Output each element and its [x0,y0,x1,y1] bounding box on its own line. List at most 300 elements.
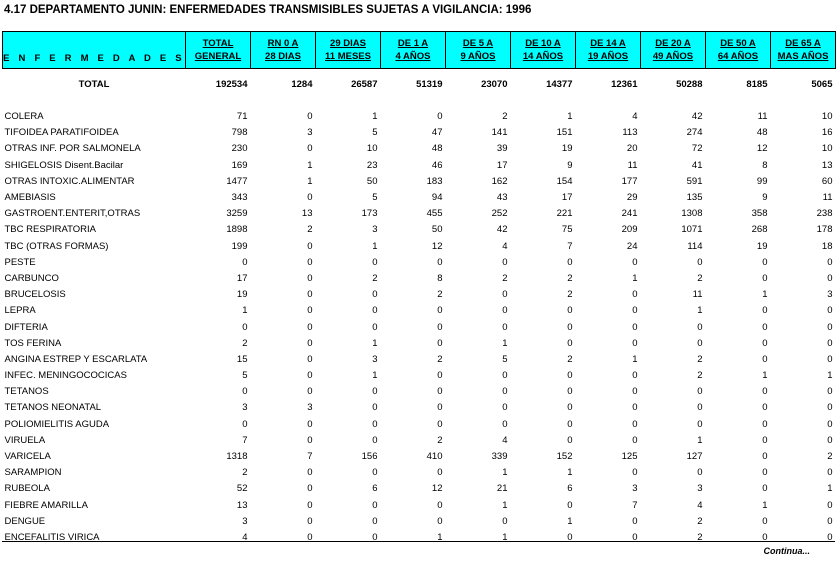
table-cell: 152 [556,451,573,463]
table-cell: 0 [372,434,378,446]
table-cell: 0 [372,418,378,430]
table-cell: 48 [431,143,443,155]
table-cell: 1 [567,111,573,123]
table-cell: 0 [567,402,573,414]
table-cell: 19 [561,143,573,155]
table-row [3,255,836,271]
header-line: DE 1 A [397,38,429,49]
table-cell: 1 [762,370,768,382]
table-cell: 0 [632,305,638,317]
table-cell: 151 [556,127,573,139]
disease-name: DENGUE [4,515,46,527]
table-cell: 0 [697,418,703,430]
table-cell: 0 [632,402,638,414]
disease-name: TOS FERINA [4,337,62,349]
table-cell: 3 [242,402,248,414]
table-cell: 0 [242,321,248,333]
table-cell: 1898 [226,224,248,236]
table-cell: 0 [372,499,378,511]
total-cell: 8185 [746,79,768,90]
table-cell: 0 [632,289,638,301]
table-cell: 0 [827,256,833,268]
table-cell: 1308 [681,208,703,220]
table-cell: 798 [231,127,248,139]
table-cell: 591 [686,175,703,187]
table-cell: 0 [827,353,833,365]
table-row [3,125,836,141]
header-line: 9 AÑOS [460,51,496,62]
table-cell: 3 [307,127,313,139]
table-cell: 0 [827,434,833,446]
table-cell: 0 [307,256,313,268]
table-cell: 274 [686,127,703,139]
table-cell: 0 [437,305,443,317]
table-cell: 0 [307,499,313,511]
table-cell: 5 [502,353,508,365]
table-cell: 1 [632,353,638,365]
table-cell: 13 [301,208,313,220]
header-20-49 [641,32,706,69]
table-cell: 135 [686,192,703,204]
table-cell: 0 [372,467,378,479]
table-cell: 0 [567,434,573,446]
table-cell: 0 [632,418,638,430]
table-cell: 99 [756,175,768,187]
table-cell: 11 [692,289,703,301]
table-cell: 3 [242,515,248,527]
table-row [3,514,836,530]
table-cell: 15 [236,353,248,365]
table-cell: 42 [496,224,508,236]
table-cell: 0 [307,321,313,333]
table-cell: 156 [361,451,378,463]
table-row [3,352,836,368]
header-line: 4 AÑOS [395,51,431,62]
table-cell: 1 [242,305,248,317]
table-cell: 17 [236,272,248,284]
header-line: 29 DIAS [330,38,366,49]
disease-name: OTRAS INTOXIC.ALIMENTAR [4,175,135,187]
header-line: TOTAL [202,38,234,49]
disease-name: COLERA [4,111,44,123]
table-cell: 2 [307,224,313,236]
table-row [3,449,836,465]
table-cell: 12 [431,240,443,252]
table-cell: 2 [242,337,248,349]
table-cell: 4 [242,531,248,543]
header-line: DE 50 A [720,38,756,49]
table-cell: 0 [827,467,833,479]
header-total-general [186,32,251,69]
table-cell: 209 [621,224,638,236]
table-cell: 0 [827,531,833,543]
table-row [3,222,836,238]
continua-note: Continua... [763,546,810,556]
table-cell: 0 [762,434,768,446]
header-line: GENERAL [194,51,242,62]
disease-table [2,31,836,546]
table-cell: 0 [632,386,638,398]
table-cell: 268 [751,224,768,236]
table-cell: 41 [691,159,703,171]
header-line: 49 AÑOS [652,51,694,62]
table-cell: 2 [242,467,248,479]
table-cell: 1 [307,159,313,171]
table-cell: 0 [437,418,443,430]
total-cell: 192534 [215,79,248,90]
spacer-row [3,99,836,109]
table-cell: 0 [437,321,443,333]
header-29-dias-11-meses [316,32,381,69]
table-cell: 114 [687,240,703,252]
table-cell: 0 [242,386,248,398]
table-cell: 0 [307,434,313,446]
table-cell: 9 [762,192,768,204]
table-cell: 12 [756,143,768,155]
table-cell: 29 [626,192,638,204]
table-cell: 6 [567,483,573,495]
disease-name: VIRUELA [4,434,46,446]
header-line: RN 0 A [267,38,299,49]
table-cell: 1 [307,175,313,187]
disease-name: SARAMPION [4,467,62,479]
total-cell: 5065 [811,79,833,90]
table-row [3,433,836,449]
table-row [3,368,836,384]
table-cell: 0 [697,386,703,398]
header-enfermedades: E N F E R M E D A D E S [3,32,186,69]
table-cell: 10 [366,143,378,155]
table-cell: 2 [437,353,443,365]
table-cell: 1 [697,434,703,446]
disease-name: PESTE [4,256,36,268]
table-cell: 1 [502,467,508,479]
header-line: DE 20 A [655,38,691,49]
table-cell: 6 [372,483,378,495]
table-cell: 23 [366,159,378,171]
table-cell: 1 [502,531,508,543]
table-cell: 1 [502,499,508,511]
table-cell: 1 [567,467,573,479]
disease-name: TIFOIDEA PARATIFOIDEA [4,127,119,139]
table-row [3,384,836,400]
table-cell: 0 [372,386,378,398]
table-cell: 0 [567,370,573,382]
table-cell: 3 [827,289,833,301]
table-cell: 10 [821,143,833,155]
table-row [3,498,836,514]
total-row [3,69,836,100]
table-cell: 0 [307,240,313,252]
table-cell: 72 [691,143,703,155]
header-14-19 [576,32,641,69]
table-row [3,400,836,416]
table-cell: 0 [437,386,443,398]
table-cell: 0 [502,370,508,382]
table-cell: 0 [372,402,378,414]
table-cell: 0 [762,515,768,527]
table-cell: 0 [632,256,638,268]
header-line: DE 10 A [525,38,561,49]
table-cell: 1 [762,289,768,301]
table-cell: 60 [821,175,833,187]
table-cell: 0 [307,143,313,155]
table-cell: 1477 [226,175,248,187]
table-cell: 0 [762,467,768,479]
table-cell: 0 [697,337,703,349]
table-cell: 8 [762,159,768,171]
table-cell: 5 [372,192,378,204]
table-cell: 0 [307,353,313,365]
table-cell: 0 [307,370,313,382]
table-cell: 0 [372,321,378,333]
table-cell: 0 [502,402,508,414]
total-label: TOTAL [78,79,110,90]
table-cell: 0 [827,321,833,333]
table-cell: 4 [697,499,703,511]
table-cell: 2 [502,272,508,284]
table-cell: 9 [567,159,573,171]
disease-name: TBC (OTRAS FORMAS) [4,240,109,252]
total-cell: 23070 [481,79,508,90]
table-cell: 0 [372,515,378,527]
table-row [3,158,836,174]
table-cell: 162 [491,175,508,187]
table-cell: 173 [361,208,378,220]
header-line: 19 AÑOS [587,51,629,62]
table-cell: 0 [502,515,508,527]
table-cell: 47 [431,127,443,139]
table-cell: 410 [426,451,443,463]
table-cell: 1 [372,240,378,252]
table-cell: 2 [697,353,703,365]
disease-name: DIFTERIA [4,321,48,333]
table-cell: 3259 [226,208,248,220]
table-cell: 0 [437,370,443,382]
disease-name: TBC RESPIRATORIA [4,224,96,236]
table-cell: 20 [626,143,638,155]
table-cell: 0 [697,402,703,414]
disease-name: VARICELA [4,451,51,463]
table-cell: 0 [632,337,638,349]
table-cell: 339 [491,451,508,463]
table-cell: 2 [437,434,443,446]
header-1-4 [381,32,446,69]
table-cell: 42 [691,111,703,123]
disease-name: RUBEOLA [4,483,50,495]
table-cell: 0 [307,272,313,284]
table-cell: 0 [437,499,443,511]
table-cell: 0 [762,353,768,365]
page-title: 4.17 DEPARTAMENTO JUNIN: ENFERMEDADES TRANSMISIBLES SUJETAS A VIGILANCIA: 1996 [4,4,532,16]
table-cell: 1 [372,337,378,349]
header-line: 14 AÑOS [522,51,564,62]
table-cell: 0 [502,321,508,333]
table-cell: 1 [372,111,378,123]
disease-name: SHIGELOSIS Disent.Bacilar [4,159,124,171]
table-cell: 0 [827,499,833,511]
table-cell: 0 [827,337,833,349]
header-line: 28 DIAS [265,51,301,62]
table-cell: 48 [756,127,768,139]
table-cell: 0 [632,434,638,446]
table-cell: 0 [307,515,313,527]
header-line: MAS AÑOS [777,51,829,62]
bottom-rule [2,541,835,542]
table-cell: 0 [567,321,573,333]
table-cell: 0 [242,256,248,268]
table-cell: 0 [502,305,508,317]
table-cell: 0 [827,515,833,527]
table-cell: 1 [827,370,833,382]
table-cell: 0 [762,418,768,430]
table-cell: 0 [437,256,443,268]
disease-name: GASTROENT.ENTERIT,OTRAS [4,208,141,220]
table-row [3,336,836,352]
disease-name: CARBUNCO [4,272,59,284]
table-cell: 0 [372,531,378,543]
table-cell: 455 [426,208,443,220]
table-row [3,530,836,546]
table-cell: 0 [567,531,573,543]
header-line: DE 65 A [785,38,821,49]
table-row [3,174,836,190]
table-cell: 0 [307,386,313,398]
header-line: DE 14 A [590,38,626,49]
table-cell: 50 [366,175,378,187]
table-cell: 0 [307,337,313,349]
disease-name: LEPRA [4,305,36,317]
header-65-mas [771,32,836,69]
total-cell: 14377 [546,79,573,90]
disease-name: INFEC. MENINGOCOCICAS [4,370,127,382]
table-cell: 2 [697,370,703,382]
table-cell: 43 [496,192,508,204]
table-row [3,206,836,222]
table-cell: 2 [567,353,573,365]
table-cell: 1 [632,272,638,284]
table-cell: 0 [827,305,833,317]
table-cell: 4 [502,434,508,446]
table-cell: 0 [827,272,833,284]
table-cell: 343 [231,192,248,204]
table-cell: 0 [372,256,378,268]
table-cell: 0 [437,467,443,479]
table-row [3,465,836,481]
table-cell: 0 [502,386,508,398]
table-cell: 0 [762,451,768,463]
table-cell: 17 [496,159,508,171]
table-cell: 2 [697,515,703,527]
table-cell: 0 [372,305,378,317]
header-rn-0-28 [251,32,316,69]
table-cell: 2 [567,272,573,284]
header-line: 64 AÑOS [717,51,759,62]
table-cell: 18 [821,240,833,252]
table-cell: 0 [307,531,313,543]
table-cell: 3 [632,483,638,495]
total-cell: 26587 [351,79,378,90]
table-cell: 0 [762,402,768,414]
disease-name: ENCEFALITIS VIRICA [4,531,100,543]
table-cell: 0 [437,337,443,349]
table-cell: 125 [621,451,638,463]
table-cell: 94 [431,192,443,204]
table-cell: 1 [567,515,573,527]
table-cell: 0 [502,418,508,430]
table-cell: 0 [697,256,703,268]
table-cell: 2 [372,272,378,284]
table-cell: 0 [567,337,573,349]
table-row [3,319,836,335]
disease-name: TETANOS NEONATAL [4,402,102,414]
table-cell: 3 [307,402,313,414]
table-cell: 16 [821,127,833,139]
table-cell: 127 [686,451,703,463]
table-cell: 358 [751,208,768,220]
table-cell: 0 [762,337,768,349]
disease-name: AMEBIASIS [4,192,56,204]
table-cell: 0 [762,272,768,284]
table-cell: 238 [816,208,833,220]
table-cell: 4 [632,111,638,123]
table-cell: 7 [567,240,573,252]
table-cell: 0 [827,402,833,414]
header-line: 11 MESES [325,51,371,62]
table-cell: 0 [827,418,833,430]
table-cell: 0 [762,386,768,398]
disease-name: ANGINA ESTREP Y ESCARLATA [4,353,148,365]
table-row [3,190,836,206]
table-row [3,239,836,255]
table-cell: 0 [307,305,313,317]
table-cell: 75 [561,224,573,236]
table-cell: 5 [372,127,378,139]
table-cell: 21 [496,483,508,495]
table-cell: 2 [697,272,703,284]
table-cell: 0 [307,483,313,495]
table-cell: 177 [621,175,638,187]
header-line: DE 5 A [462,38,494,49]
table-header-row [3,32,836,69]
table-cell: 183 [426,175,443,187]
table-cell: 0 [762,483,768,495]
table-cell: 3 [372,353,378,365]
table-cell: 0 [307,418,313,430]
table-cell: 0 [567,386,573,398]
table-cell: 3 [697,483,703,495]
table-cell: 13 [236,499,248,511]
table-cell: 50 [431,224,443,236]
table-cell: 2 [567,289,573,301]
table-cell: 1 [762,499,768,511]
table-cell: 2 [697,531,703,543]
total-cell: 50288 [676,79,703,90]
table-cell: 0 [567,499,573,511]
table-cell: 0 [502,289,508,301]
table-cell: 46 [431,159,443,171]
table-cell: 10 [821,111,833,123]
table-cell: 13 [821,159,833,171]
disease-name: TETANOS [4,386,49,398]
table-cell: 24 [626,240,638,252]
table-cell: 1 [372,370,378,382]
header-50-64 [706,32,771,69]
table-cell: 12 [431,483,443,495]
table-cell: 71 [236,111,248,123]
table-row [3,109,836,125]
table-cell: 141 [491,127,508,139]
